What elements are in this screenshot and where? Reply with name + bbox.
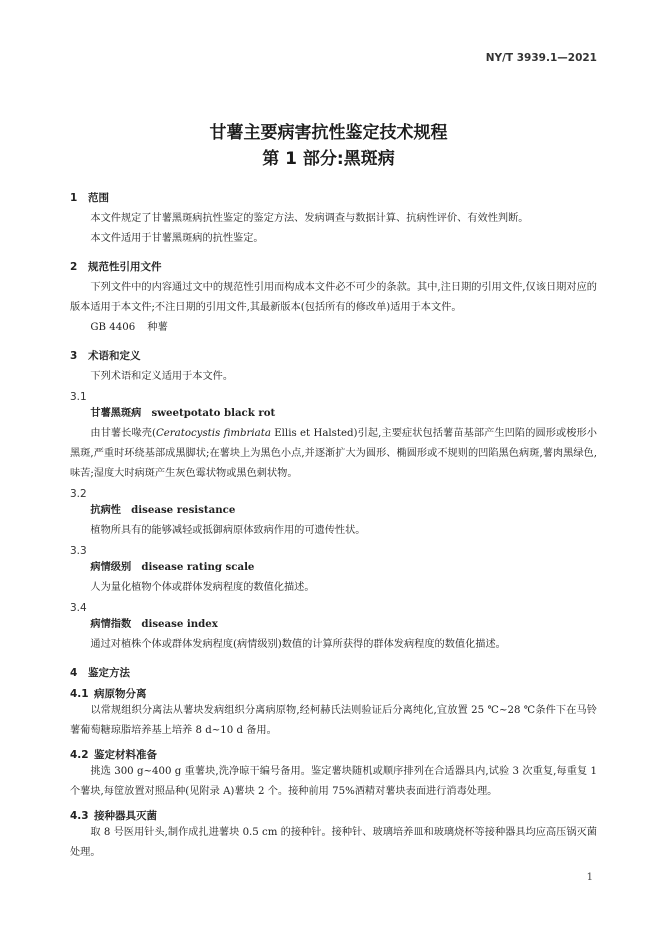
term-heading: 病情指数 disease index <box>90 618 218 630</box>
term-heading: 抗病性 disease resistance <box>90 504 236 516</box>
document-subtitle: 第 1 部分:黑斑病 <box>262 149 395 169</box>
paragraph: 下列文件中的内容通过文中的规范性引用而构成本文件必不可少的条款。其中,注日期的引用文件,仅该日期对应的版本适用于本文件;不注日期的引用文件,其最新版本(包括所有的修改单)适用于本文件。 <box>70 282 597 313</box>
term-number: 3.2 <box>70 488 87 500</box>
term-number: 3.4 <box>70 602 87 614</box>
normative-reference: GB 4406 种薯 <box>90 322 168 333</box>
section-heading-2: 2 规范性引用文件 <box>70 261 162 273</box>
term-definition: 由甘薯长喙壳(Ceratocystis fimbriata Ellis et Halsted)引起,主要症状包括薯苗基部产生凹陷的圆形或梭形小黑斑,严重时环绕基部成黑脚状;在薯块上为黑色小点,并逐渐扩大为圆形、椭圆形或不规则的凹陷黑色病斑,薯肉黑绿色,味苦;湿度大时病斑产生灰色霉状物或黑色刺状物。 <box>70 428 597 479</box>
standard-number: NY/T 3939.1—2021 <box>485 52 597 64</box>
paragraph: 取 8 号医用针头,制作成扎进薯块 0.5 cm 的接种针。接种针、玻璃培养皿和玻璃烧杯等接种器具均应高压锅灭菌处理。 <box>70 827 597 858</box>
term-heading: 甘薯黑斑病 sweetpotato black rot <box>90 407 276 419</box>
term-definition: 通过对植株个体或群体发病程度(病情级别)数值的计算所获得的群体发病程度的数值化描述。 <box>90 639 506 650</box>
term-number: 3.3 <box>70 545 87 557</box>
term-number: 3.1 <box>70 391 87 403</box>
section-heading-4: 4 鉴定方法 <box>70 667 130 679</box>
paragraph: 本文件规定了甘薯黑斑病抗性鉴定的鉴定方法、发病调查与数据计算、抗病性评价、有效性判断。 <box>90 213 529 224</box>
paragraph: 挑选 300 g~400 g 重薯块,洗净晾干编号备用。鉴定薯块随机或顺序排列在合适器具内,试验 3 次重复,每重复 1 个薯块,每筐放置对照品种(见附录 A)薯块 2 个。接种前用 75%酒精对薯块表面进行消毒处理。 <box>70 766 597 797</box>
paragraph: 以常规组织分离法从薯块发病组织分离病原物,经柯赫氏法则验证后分离纯化,宜放置 25 ℃~28 ℃条件下在马铃薯葡萄糖琼脂培养基上培养 8 d~10 d 备用。 <box>70 705 597 736</box>
subsection-heading: 4.2 鉴定材料准备 <box>70 749 157 761</box>
document-body <box>70 180 597 863</box>
term-definition: 人为量化植物个体或群体发病程度的数值化描述。 <box>90 582 315 593</box>
term-definition: 植物所具有的能够减轻或抵御病原体致病作用的可遗传性状。 <box>90 525 366 536</box>
subsection-heading: 4.1 病原物分离 <box>70 688 147 700</box>
section-heading-1: 1 范围 <box>70 192 109 204</box>
document-title: 甘薯主要病害抗性鉴定技术规程 <box>209 123 448 143</box>
paragraph: 下列术语和定义适用于本文件。 <box>90 371 234 382</box>
page-number: 1 <box>586 872 593 883</box>
paragraph: 本文件适用于甘薯黑斑病的抗性鉴定。 <box>90 233 264 244</box>
section-heading-3: 3 术语和定义 <box>70 350 141 362</box>
subsection-heading: 4.3 接种器具灭菌 <box>70 810 157 822</box>
term-heading: 病情级别 disease rating scale <box>90 561 255 573</box>
